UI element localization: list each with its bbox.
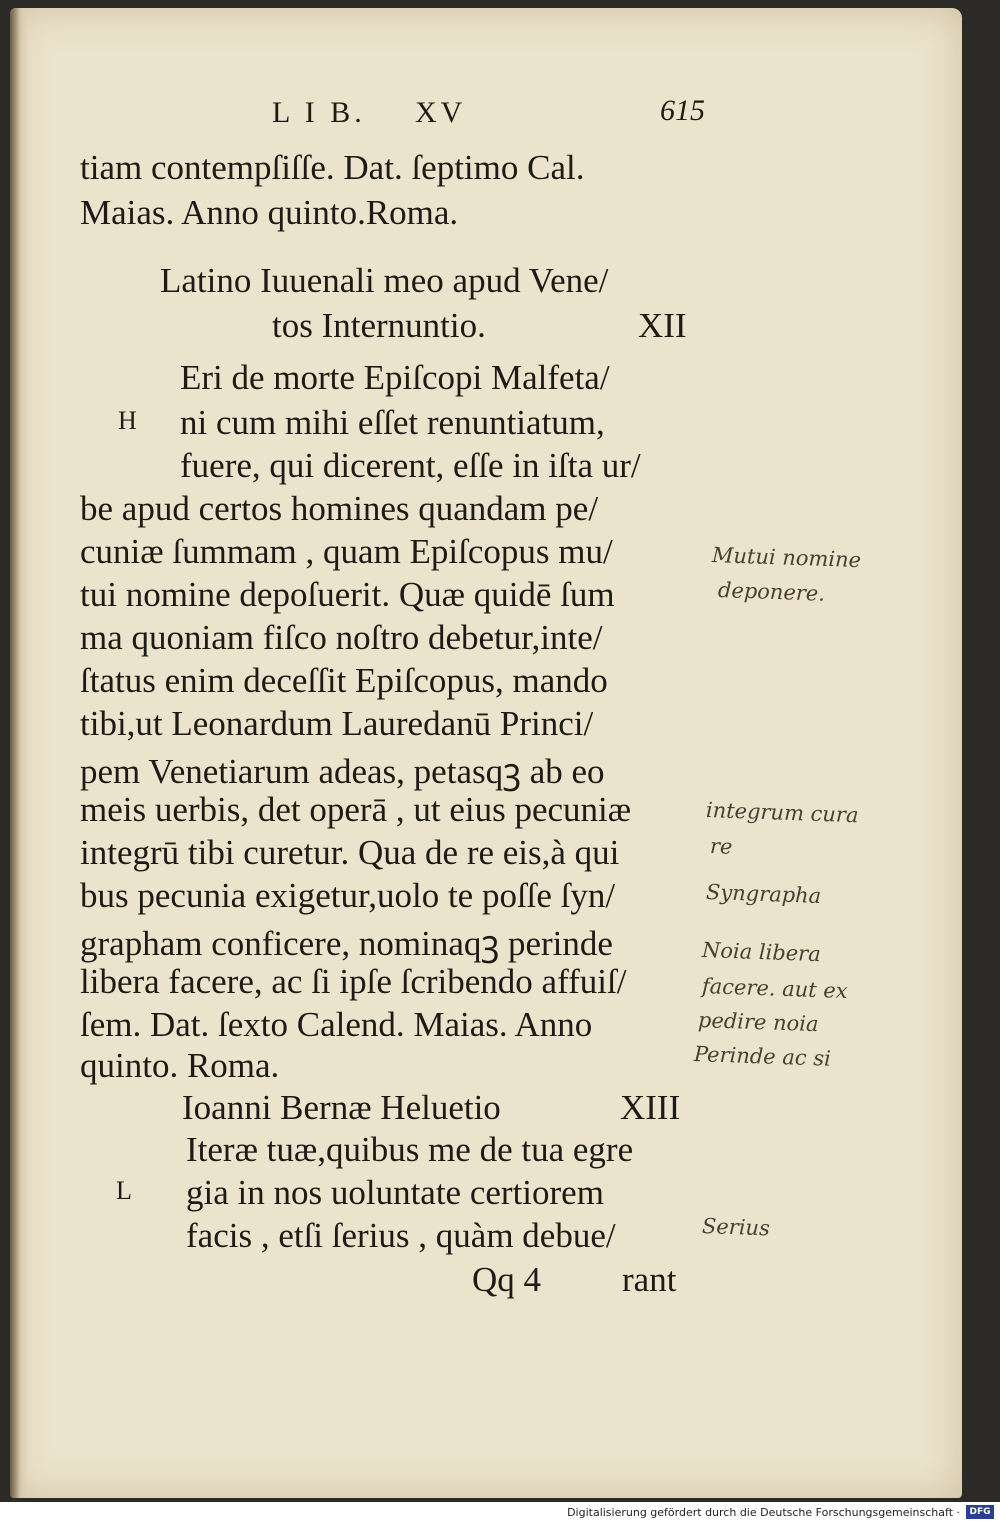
text-line: facis , etſi ſerius , quàm debue/ <box>186 1216 616 1255</box>
footer-bar <box>0 1502 1000 1524</box>
marginal-note: integrum cura <box>705 798 859 828</box>
text-line: ma quoniam fiſco noſtro debetur,inte/ <box>80 618 603 657</box>
marginal-note: Perinde ac si <box>693 1042 832 1071</box>
text-line: Iteræ tuæ,quibus me de tua egre <box>186 1130 634 1169</box>
text-line: integrū tibi curetur. Qua de re eis,à qui <box>80 833 620 872</box>
page-gutter <box>10 8 28 1498</box>
marginal-note: deponere. <box>717 578 826 606</box>
marginal-note: Syngrapha <box>705 880 822 909</box>
header-book-number: XV <box>415 96 467 129</box>
text-line: bus pecunia exigetur,uolo te poſſe ſyn/ <box>80 876 616 915</box>
marginal-note: Noia libera <box>701 938 822 967</box>
text-line: ni cum mihi eſſet renuntiatum, <box>180 403 605 442</box>
text-line: grapham conficere, nominaqꝫ perinde <box>80 924 613 963</box>
header-book-label: L I B. <box>272 96 366 129</box>
letter-number: XIII <box>620 1088 681 1127</box>
text-line: be apud certos homines quandam pe/ <box>80 489 599 528</box>
text-line: quinto. Roma. <box>80 1046 280 1085</box>
text-line: tiam contempſiſſe. Dat. ſeptimo Cal. <box>80 148 585 187</box>
text-line: pem Venetiarum adeas, petasqꝫ ab eo <box>80 752 605 791</box>
marginal-note: Mutui nomine <box>711 543 862 573</box>
marginal-note: facere. aut ex <box>701 974 849 1004</box>
marginal-note: Serius <box>701 1214 771 1241</box>
catchword: rant <box>622 1260 677 1299</box>
book-page <box>10 8 962 1498</box>
letter-heading-line: Latino Iuuenali meo apud Vene/ <box>160 261 609 300</box>
dfg-logo: DFG <box>966 1505 994 1519</box>
text-line: tui nomine depoſuerit. Quæ quidē ſum <box>80 575 615 614</box>
text-line: tibi,ut Leonardum Lauredanū Princi/ <box>80 704 594 743</box>
marginal-note: re <box>709 834 733 859</box>
text-line: ſem. Dat. ſexto Calend. Maias. Anno <box>80 1005 593 1044</box>
text-line: meis uerbis, det operā , ut eius pecuniæ <box>80 790 632 829</box>
text-line: Maias. Anno quinto.Roma. <box>80 193 459 232</box>
text-line: ſtatus enim deceſſit Epiſcopus, mando <box>80 661 608 700</box>
letter-heading-line: Ioanni Bernæ Heluetio <box>182 1088 501 1127</box>
text-line: fuere, qui dicerent, eſſe in iſta ur/ <box>180 446 641 485</box>
funding-credit: Digitalisierung gefördert durch die Deutsche Forschungsgemeinschaft · <box>567 1506 960 1519</box>
text-line: cuniæ ſummam , quam Epiſcopus mu/ <box>80 532 613 571</box>
initial-guide-letter: L <box>116 1176 132 1205</box>
text-line: libera facere, ac ſi ipſe ſcribendo affuiſ/ <box>80 962 627 1001</box>
letter-heading-line: tos Internuntio. <box>272 306 486 345</box>
text-line: Eri de morte Epiſcopi Malfeta/ <box>180 358 610 397</box>
initial-guide-letter: H <box>118 406 137 435</box>
letter-number: XII <box>638 306 687 345</box>
text-line: gia in nos uoluntate certiorem <box>186 1173 604 1212</box>
marginal-note: pedire noia <box>697 1008 819 1037</box>
signature-mark: Qq 4 <box>472 1260 542 1299</box>
page-number: 615 <box>660 94 705 127</box>
